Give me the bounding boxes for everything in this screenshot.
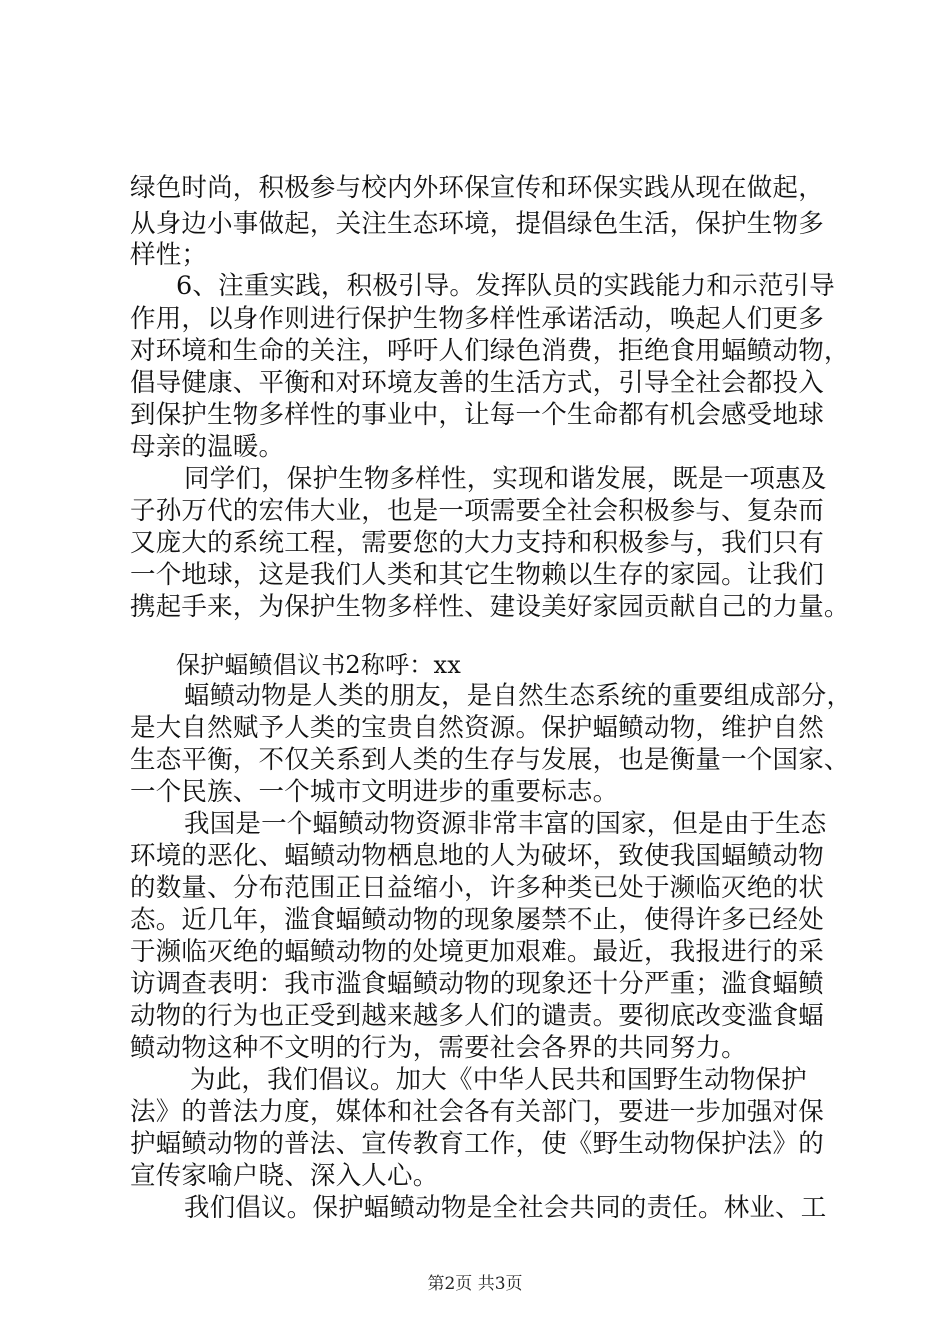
body-line: 子孙万代的宏伟大业，也是一项需要全社会积极参与、复杂而 xyxy=(130,496,824,526)
section-heading: 保护蝠鲼倡议书2称呼：xx xyxy=(176,651,461,679)
body-line: 鲼动物这种不文明的行为，需要社会各界的共同努力。 xyxy=(130,1033,747,1063)
body-line: 6、注重实践，积极引导。发挥队员的实践能力和示范引导 xyxy=(176,271,835,301)
body-line: 访调查表明：我市滥食蝠鲼动物的现象还十分严重；滥食蝠鲼 xyxy=(130,969,824,999)
body-line: 宣传家喻户晓、深入人心。 xyxy=(130,1161,439,1191)
body-line: 态。近几年，滥食蝠鲼动物的现象屡禁不止，使得许多已经处 xyxy=(130,905,824,935)
body-line: 为此，我们倡议。加大《中华人民共和国野生动物保护 xyxy=(190,1065,807,1095)
body-line: 于濒临灭绝的蝠鲼动物的处境更加艰难。最近，我报进行的采 xyxy=(130,937,824,967)
body-line: 护蝠鲼动物的普法、宣传教育工作，使《野生动物保护法》的 xyxy=(130,1129,824,1159)
body-line: 蝠鲼动物是人类的朋友，是自然生态系统的重要组成部分， xyxy=(184,681,853,711)
body-line: 倡导健康、平衡和对环境友善的生活方式，引导全社会都投入 xyxy=(130,368,824,398)
body-line: 同学们，保护生物多样性，实现和谐发展，既是一项惠及 xyxy=(184,464,827,494)
body-line: 的数量、分布范围正日益缩小，许多种类已处于濒临灭绝的状 xyxy=(130,873,824,903)
body-line: 又庞大的系统工程，需要您的大力支持和积极参与，我们只有 xyxy=(130,528,824,558)
body-line: 作用，以身作则进行保护生物多样性承诺活动，唤起人们更多 xyxy=(130,304,824,334)
body-line: 环境的恶化、蝠鲼动物栖息地的人为破坏，致使我国蝠鲼动物 xyxy=(130,841,824,871)
body-line: 一个民族、一个城市文明进步的重要标志。 xyxy=(130,777,619,807)
body-line: 到保护生物多样性的事业中，让每一个生命都有机会感受地球 xyxy=(130,400,824,430)
body-line: 法》的普法力度，媒体和社会各有关部门，要进一步加强对保 xyxy=(130,1097,824,1127)
body-line: 动物的行为也正受到越来越多人们的谴责。要彻底改变滥食蝠 xyxy=(130,1001,824,1031)
body-line: 一个地球，这是我们人类和其它生物赖以生存的家园。让我们 xyxy=(130,560,824,590)
body-line: 对环境和生命的关注，呼吁人们绿色消费，拒绝食用蝠鲼动物， xyxy=(130,336,850,366)
body-line: 我们倡议。保护蝠鲼动物是全社会共同的责任。林业、工 xyxy=(184,1193,827,1223)
body-line: 母亲的温暖。 xyxy=(130,432,285,462)
body-line: 绿色时尚，积极参与校内外环保宣传和环保实践从现在做起， xyxy=(130,173,824,203)
body-line: 是大自然赋予人类的宝贵自然资源。保护蝠鲼动物，维护自然 xyxy=(130,713,824,743)
body-line: 携起手来，为保护生物多样性、建设美好家园贡献自己的力量。 xyxy=(130,592,850,622)
body-line: 我国是一个蝠鲼动物资源非常丰富的国家，但是由于生态 xyxy=(184,809,827,839)
page-footer: 第2页 共3页 xyxy=(427,1274,523,1294)
body-line: 样性； xyxy=(130,240,208,270)
body-line: 生态平衡，不仅关系到人类的生存与发展，也是衡量一个国家、 xyxy=(130,745,850,775)
body-line: 从身边小事做起，关注生态环境，提倡绿色生活，保护生物多 xyxy=(130,209,824,239)
